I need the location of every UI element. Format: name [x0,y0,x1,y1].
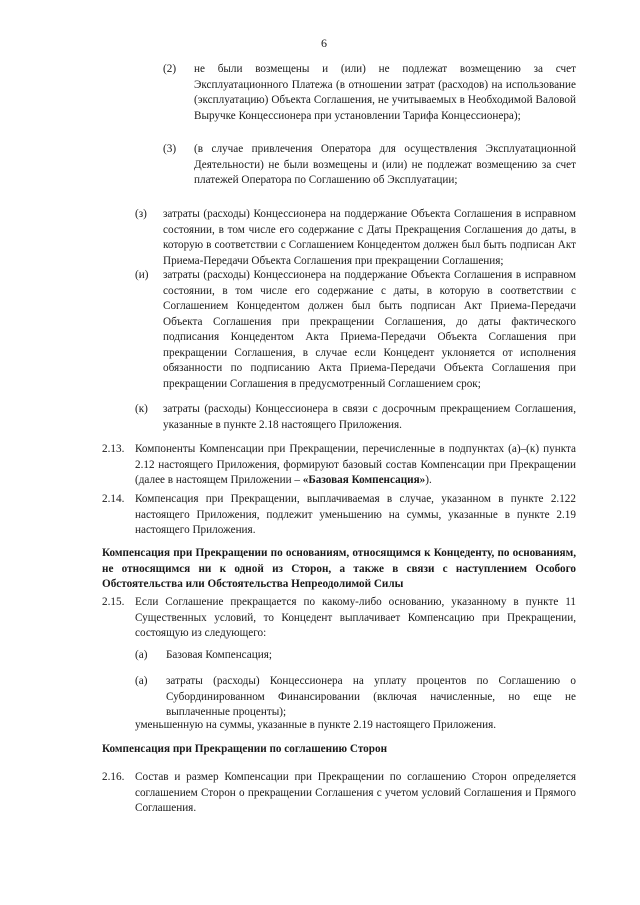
subitem-number: (2) [163,63,177,75]
list-item-text: Базовая Компенсация; [166,649,272,661]
defined-term: «Базовая Компенсация» [302,474,426,486]
clause-number: 2.13. [102,443,125,455]
list-item-number: (а) [135,649,148,661]
subitem-number: (3) [163,143,177,155]
list-item-text: затраты (расходы) Концессионера на уплату процентов по Соглашению о Субординированном Финансировании (включая начисленные, но еще не выплаченные проценты); [166,675,576,718]
list-item-number: (к) [135,403,148,415]
clause-text-part: Компоненты Компенсации при Прекращении, перечисленные в подпунктах (а)–(к) пункта 2.12 настоящего Приложения, формируют базовый состав Компенсации при Прекращении (далее в настоящем Приложении – [135,443,576,486]
clause-text-part: ). [425,474,432,486]
list-item-text: затраты (расходы) Концессионера на поддержание Объекта Соглашения в исправном состоянии, в том числе его содержание с даты, в которую в соответствии с Соглашением Концедентом должен был быть подписан Акт Приема-Передачи Объекта Соглашения при прекращении Соглашения, до даты фактического подписания Концедентом Акта Приема-Передачи Объекта Соглашения при прекращении Соглашения, в случае если Концедент уклоняется от исполнения обязанности по подписанию Акта Приема-Передачи Объекта Соглашения при прекращении Соглашения в предусмотренный Соглашением срок; [163,269,576,390]
list-item-number: (и) [135,269,149,281]
clause-number: 2.14. [102,493,125,505]
clause-text: Если Соглашение прекращается по какому-либо основанию, указанному в пункте 11 Существенных условий, то Концедент выплачивает Компенсацию при Прекращении, состоящую из следующего: [135,596,576,639]
list-item-text: затраты (расходы) Концессионера в связи с досрочным прекращением Соглашения, указанные в пункте 2.18 настоящего Приложения. [163,403,576,431]
clause-text: Компенсация при Прекращении, выплачиваемая в случае, указанном в пункте 2.122 настоящего Приложения, подлежит уменьшению на суммы, указанные в пункте 2.19 настоящего Приложения. [135,493,576,536]
list-item-text: затраты (расходы) Концессионера на поддержание Объекта Соглашения в исправном состоянии, в том числе его содержание с Даты Прекращения Соглашения до даты, в которую в соответствии с Соглашением Концедентом должен был быть подписан Акт Приема-Передачи Объекта Соглашения при прекращении Соглашения; [163,208,576,267]
clause-tail-text: уменьшенную на суммы, указанные в пункте 2.19 настоящего Приложения. [135,719,497,731]
section-heading: Компенсация при Прекращении по основаниям, относящимся к Концеденту, по основаниям, не относящимся ни к одной из Сторон, а также в связи с наступлением Особого Обстоятельства или Обстоятельства Непреодолимой Силы [102,547,576,590]
clause-text [135,442,576,489]
page-number: 6 [321,36,327,50]
list-item-number: (з) [135,208,147,220]
clause-number: 2.15. [102,596,125,608]
section-heading: Компенсация при Прекращении по соглашению Сторон [102,743,388,755]
subitem-text: (в случае привлечения Оператора для осуществления Эксплуатационной Деятельности) не были возмещены и (или) не подлежат возмещению за счет платежей Оператора по Соглашению об Эксплуатации; [194,143,576,186]
clause-number: 2.16. [102,771,125,783]
clause-text: Состав и размер Компенсации при Прекращении по соглашению Сторон определяется соглашением Сторон о прекращении Соглашения с учетом условий Соглашения и Прямого Соглашения. [135,771,576,814]
list-item-number: (а) [135,675,148,687]
subitem-text: не были возмещены и (или) не подлежат возмещению за счет Эксплуатационного Платежа (в отношении затрат (расходов) на использование (эксплуатацию) Объекта Соглашения, не учитываемых в Необходимой Валовой Выручке Концессионера при установлении Тарифа Концессионера); [194,63,576,122]
